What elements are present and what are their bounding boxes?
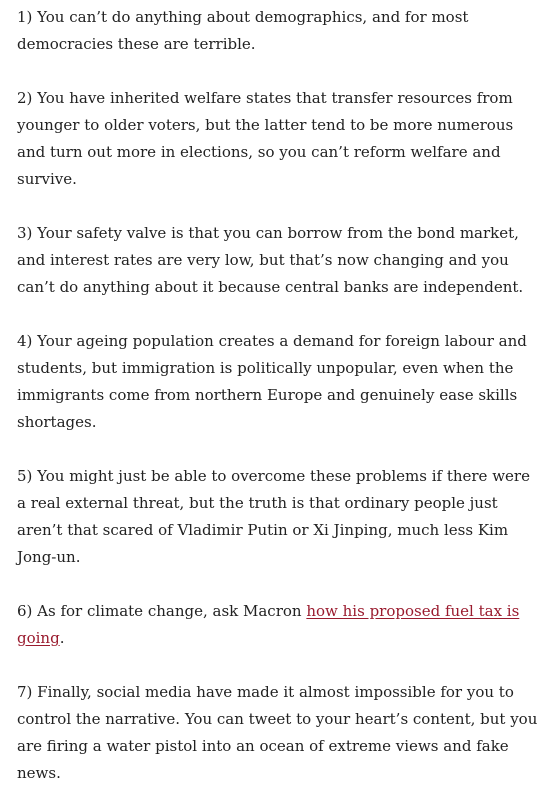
paragraph-6-text-after: . [59, 629, 65, 647]
fuel-tax-link[interactable]: how his proposed fuel tax is going [17, 602, 520, 647]
paragraph-2: 2) You have inherited welfare states that transfer resources from younger to older voters, but the latter tend to be more numerous and turn out more in elections, so you can’t reform welfare and survive. [17, 89, 514, 188]
paragraph-6 [17, 598, 543, 652]
paragraph-1: 1) You can’t do anything about demographics, and for most democracies these are terrible. [17, 8, 469, 53]
paragraph-6-text-before: 6) As for climate change, ask Macron [17, 602, 307, 620]
paragraph-7: 7) Finally, social media have made it almost impossible for you to control the narrative. You can tweet to your heart’s content, but you are firing a water pistol into an ocean of extreme views and fake news. [17, 683, 538, 782]
paragraph-5: 5) You might just be able to overcome these problems if there were a real external threat, but the truth is that ordinary people just aren’t that scared of Vladimir Putin or Xi Jinping, much less Kim Jong-un. [17, 467, 530, 566]
paragraph-4: 4) Your ageing population creates a demand for foreign labour and students, but immigration is politically unpopular, even when the immigrants come from northern Europe and genuinely ease skills shortages. [17, 332, 527, 431]
paragraph-3: 3) Your safety valve is that you can borrow from the bond market, and interest rates are very low, but that’s now changing and you can’t do anything about it because central banks are independent. [17, 224, 524, 296]
